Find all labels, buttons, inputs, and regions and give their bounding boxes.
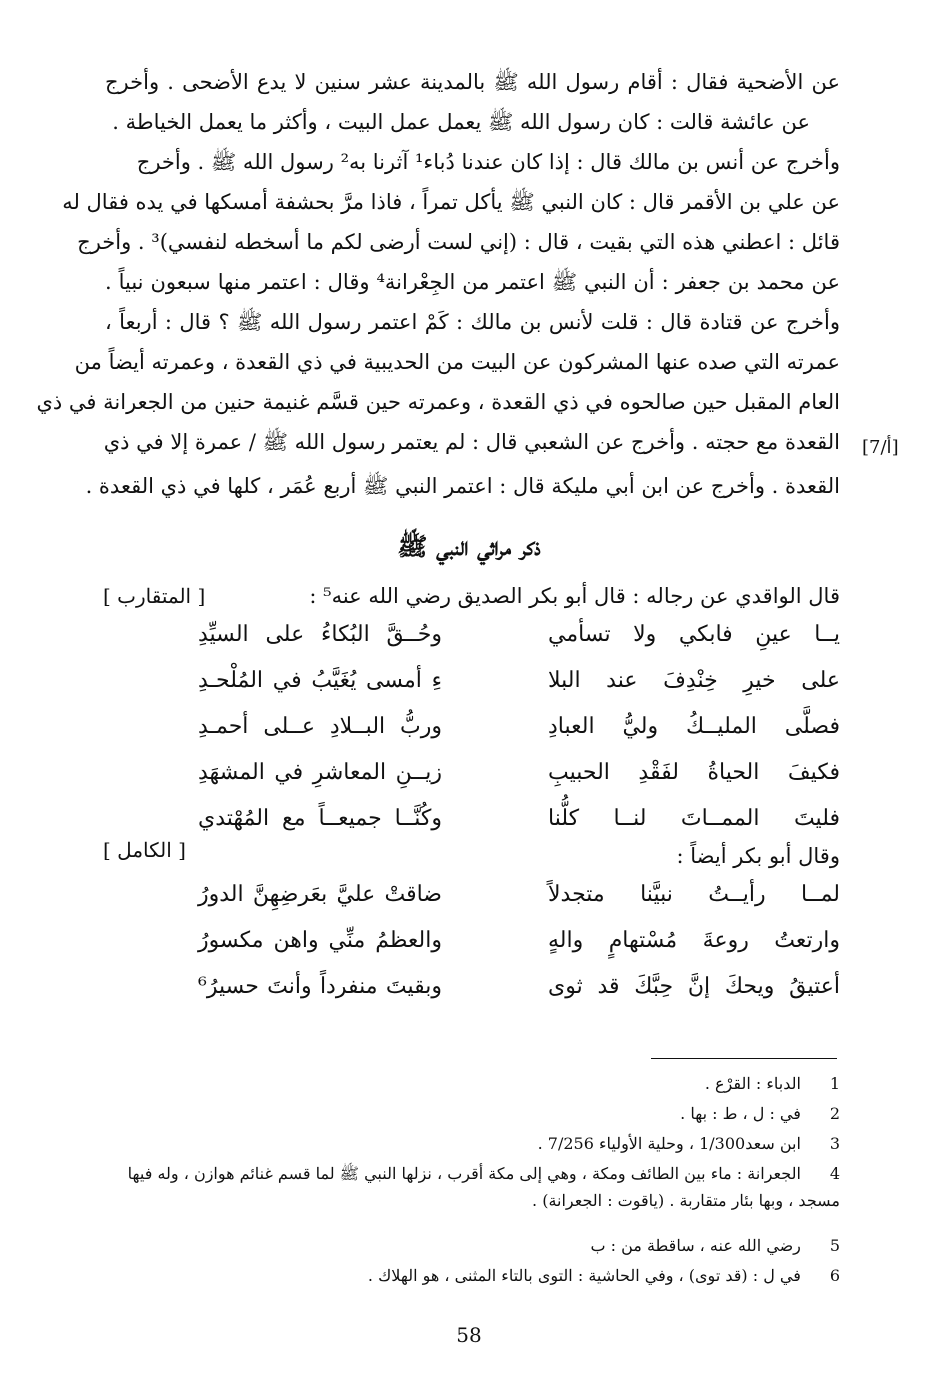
- verse-first-hemistich: يــا عينِ فابكي ولا تسأمي: [548, 622, 840, 647]
- verse-first-hemistich: أعتيقُ ويحكَ إنَّ حِبَّكَ قد ثوى: [548, 974, 840, 999]
- footnote-text: الجعرانة : ماء بين الطائف ومكة ، وهي إلى مكة أقرب ، نزلها النبي ﷺ لما قسم غنائم هوازن ، وله فيها مسجد ، وبها بئار متقاربة . (ياقوت : الجعرانة) .: [127, 1164, 840, 1210]
- footnote-text: الدباء : القرْع .: [704, 1074, 801, 1093]
- verse-first-hemistich: لمــا رأيــتُ نبيَّنا متجدلاً: [548, 882, 840, 907]
- body-line: العام المقبل حين صالحوه في ذي القعدة ، وعمرته حين قسَّم غنيمة حنين من الجعرانة في ذي: [36, 390, 840, 414]
- footnote: [105, 1232, 840, 1259]
- body-line: عن علي بن الأقمر قال : كان النبي ﷺ يأكل تمراً ، فاذا مرَّ بحشفة أمسكها في يده فقال له: [62, 190, 840, 214]
- verse-second-hemistich: وحُــقَّ البُكاءُ على السيِّدِ: [198, 622, 442, 647]
- footnote: [105, 1130, 840, 1157]
- verse-first-hemistich: فكيفَ الحياةُ لفَقْدِ الحبيبِ: [548, 760, 840, 785]
- footnote-number: 6: [829, 1266, 840, 1285]
- footnote-text: في ل : (قد توى) ، وفي الحاشية : التوى بالتاء المثنى ، هو الهلاك .: [367, 1266, 801, 1285]
- footnote: [105, 1100, 840, 1127]
- body-line: عمرته التي صده عنها المشركون عن البيت من الحديبية في ذي القعدة ، وعمرته أيضاً من: [74, 350, 840, 374]
- poem-intro: قال الواقدي عن رجاله : قال أبو بكر الصديق رضي الله عنه⁵ :: [309, 584, 840, 608]
- verse-second-hemistich: ضاقتْ عليَّ بعَرضِهِنَّ الدورُ: [198, 882, 442, 907]
- body-line: عن محمد بن جعفر : أن النبي ﷺ اعتمر من الجِعْرانة⁴ وقال : اعتمر منها سبعون نبياً .: [105, 270, 840, 294]
- poem-intro: وقال أبو بكر أيضاً :: [676, 844, 840, 868]
- footnote: [105, 1160, 840, 1214]
- section-heading: ذكر مراثي النبي ﷺ: [397, 532, 541, 561]
- verse-second-hemistich: والعظمُ منِّي واهن مكسورُ: [198, 928, 442, 953]
- body-line: عن عائشة قالت : كان رسول الله ﷺ يعمل عمل البيت ، وأكثر ما يعمل الخياطة .: [112, 110, 810, 134]
- margin-folio-note: [7/أ]: [862, 437, 899, 458]
- footnote-number: 1: [829, 1074, 840, 1093]
- footnote-text: رضي الله عنه ، ساقطة من : ب: [590, 1236, 801, 1255]
- verse-second-hemistich: زيــنِ المعاشرِ في المشهَدِ: [198, 760, 442, 785]
- body-line: عن الأضحية فقال : أقام رسول الله ﷺ بالمدينة عشر سنين لا يدع الأضحى . وأخرج: [105, 70, 840, 94]
- body-line: قائل : اعطني هذه التي بقيت ، قال : (إني لست أرضى لكم ما أسخطه لنفسي)³ . وأخرج: [77, 230, 840, 254]
- footnote-text: ابن سعد1/300 ، وحلية الأولياء 7/256 .: [537, 1134, 801, 1153]
- footnote-text: في : ل ، ط : بها .: [680, 1104, 801, 1123]
- footnote-number: 3: [829, 1134, 840, 1153]
- footnote-separator: [651, 1058, 837, 1059]
- verse-second-hemistich: وكُنَّــا جميعــاً مع المُهْتدي: [198, 806, 442, 831]
- poem-meter-label: [ المتقارب ]: [103, 584, 206, 608]
- verse-second-hemistich: وربُّ البــلادِ عــلى أحمـدِ: [198, 714, 442, 739]
- verse-first-hemistich: وارتعتُ روعةَ مُسْتهامٍ والهٍ: [548, 928, 840, 953]
- verse-first-hemistich: فليتَ الممــاتَ لنــا كلُّنا: [548, 806, 840, 831]
- footnote-number: 4: [829, 1164, 840, 1183]
- footnote: [105, 1070, 840, 1097]
- verse-first-hemistich: فصلَّى المليــكُ وليُّ العبادِ: [548, 714, 840, 739]
- body-line: القعدة مع حجته . وأخرج عن الشعبي قال : لم يعتمر رسول الله ﷺ / عمرة إلا في ذي: [103, 430, 840, 454]
- body-line: القعدة . وأخرج عن ابن أبي مليكة قال : اعتمر النبي ﷺ أربع عُمَر ، كلها في ذي القعدة .: [85, 474, 840, 498]
- verse-second-hemistich: وبقيتَ منفرداً وأنتَ حسيرُ⁶: [198, 974, 442, 999]
- poem-meter-label: [ الكامل ]: [103, 838, 186, 862]
- body-line: وأخرج عن أنس بن مالك قال : إذا كان عندنا دُباء¹ آثرنا به² رسول الله ﷺ . وأخرج: [136, 150, 840, 174]
- verse-second-hemistich: ءِ أمسى يُغَيَّبُ في المُلْحـدِ: [198, 668, 442, 693]
- page-number: 58: [456, 1323, 482, 1347]
- footnote: [105, 1262, 840, 1289]
- verse-first-hemistich: على خيرِ خِنْدِفَ عند البلا: [548, 668, 840, 693]
- body-line: وأخرج عن قتادة قال : قلت لأنس بن مالك : كَمْ اعتمر رسول الله ﷺ ؟ قال : أربعاً ،: [105, 310, 840, 334]
- footnote-number: 2: [829, 1104, 840, 1123]
- footnote-number: 5: [829, 1236, 840, 1255]
